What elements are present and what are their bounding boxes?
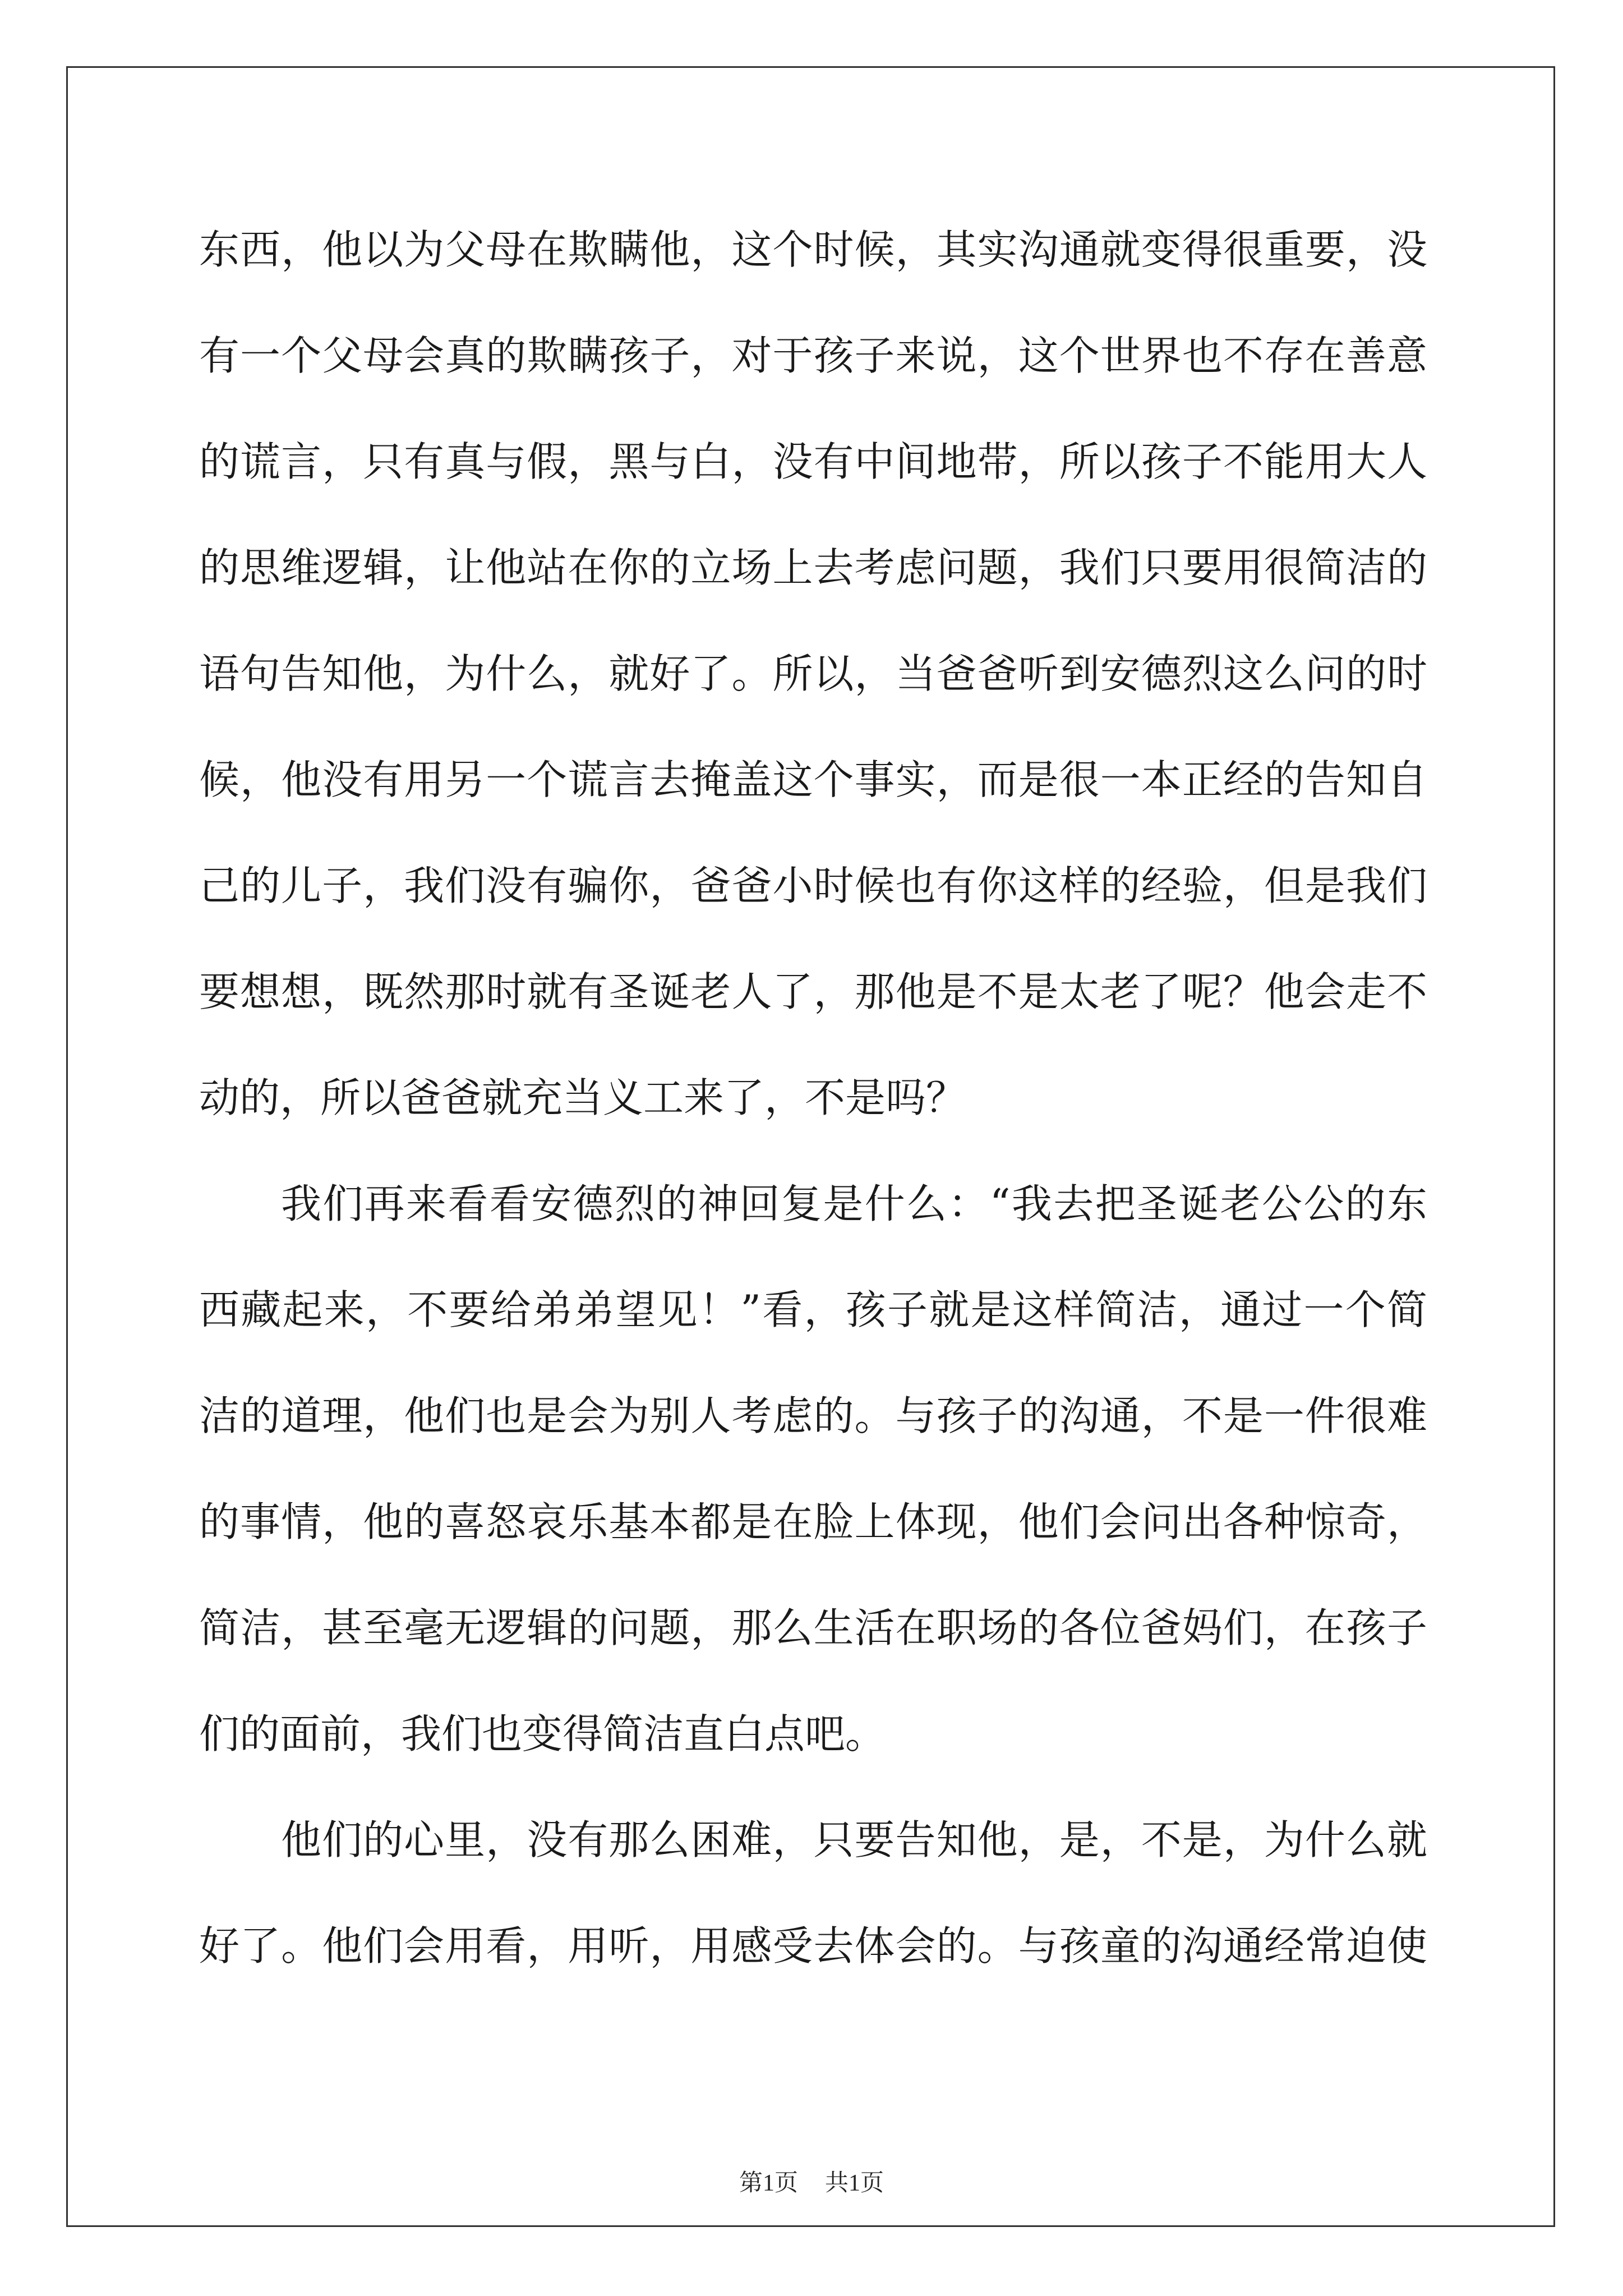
document-body bbox=[199, 208, 1427, 2010]
text-line: 的事情，他的喜怒哀乐基本都是在脸上体现，他们会问出各种惊奇， bbox=[199, 1498, 1427, 1545]
text-line: 好了。他们会用看，用听，用感受去体会的。与孩童的沟通经常迫使 bbox=[199, 1922, 1427, 1970]
page-number: 第1页 bbox=[739, 2170, 798, 2196]
text-line: 的思维逻辑，让他站在你的立场上去考虑问题，我们只要用很简洁的 bbox=[199, 544, 1427, 591]
text-line: 洁的道理，他们也是会为别人考虑的。与孩子的沟通，不是一件很难 bbox=[199, 1392, 1427, 1439]
text-line: 有一个父母会真的欺瞒孩子，对于孩子来说，这个世界也不存在善意 bbox=[199, 332, 1427, 379]
text-line: 西藏起来，不要给弟弟望见！”看，孩子就是这样简洁，通过一个简 bbox=[199, 1286, 1427, 1333]
text-line: 简洁，甚至毫无逻辑的问题，那么生活在职场的各位爸妈们，在孩子 bbox=[199, 1604, 1427, 1651]
text-line: 己的儿子，我们没有骗你，爸爸小时候也有你这样的经验，但是我们 bbox=[199, 862, 1427, 909]
text-line: 候，他没有用另一个谎言去掩盖这个事实，而是很一本正经的告知自 bbox=[199, 756, 1427, 803]
page-footer bbox=[0, 2166, 1623, 2200]
text-line: 我们再来看看安德烈的神回复是什么：“我去把圣诞老公公的东 bbox=[281, 1180, 1427, 1227]
page-total: 共1页 bbox=[825, 2170, 884, 2196]
text-line: 要想想，既然那时就有圣诞老人了，那他是不是太老了呢？他会走不 bbox=[199, 968, 1427, 1015]
text-line: 东西，他以为父母在欺瞒他，这个时候，其实沟通就变得很重要，没 bbox=[199, 226, 1427, 273]
text-line: 的谎言，只有真与假，黑与白，没有中间地带，所以孩子不能用大人 bbox=[199, 438, 1427, 485]
text-line: 他们的心里，没有那么困难，只要告知他，是，不是，为什么就 bbox=[281, 1816, 1427, 1864]
text-line: 语句告知他，为什么，就好了。所以，当爸爸听到安德烈这么问的时 bbox=[199, 650, 1427, 697]
text-line: 们的面前，我们也变得简洁直白点吧。 bbox=[199, 1710, 886, 1757]
text-line: 动的，所以爸爸就充当义工来了，不是吗？ bbox=[199, 1074, 967, 1121]
